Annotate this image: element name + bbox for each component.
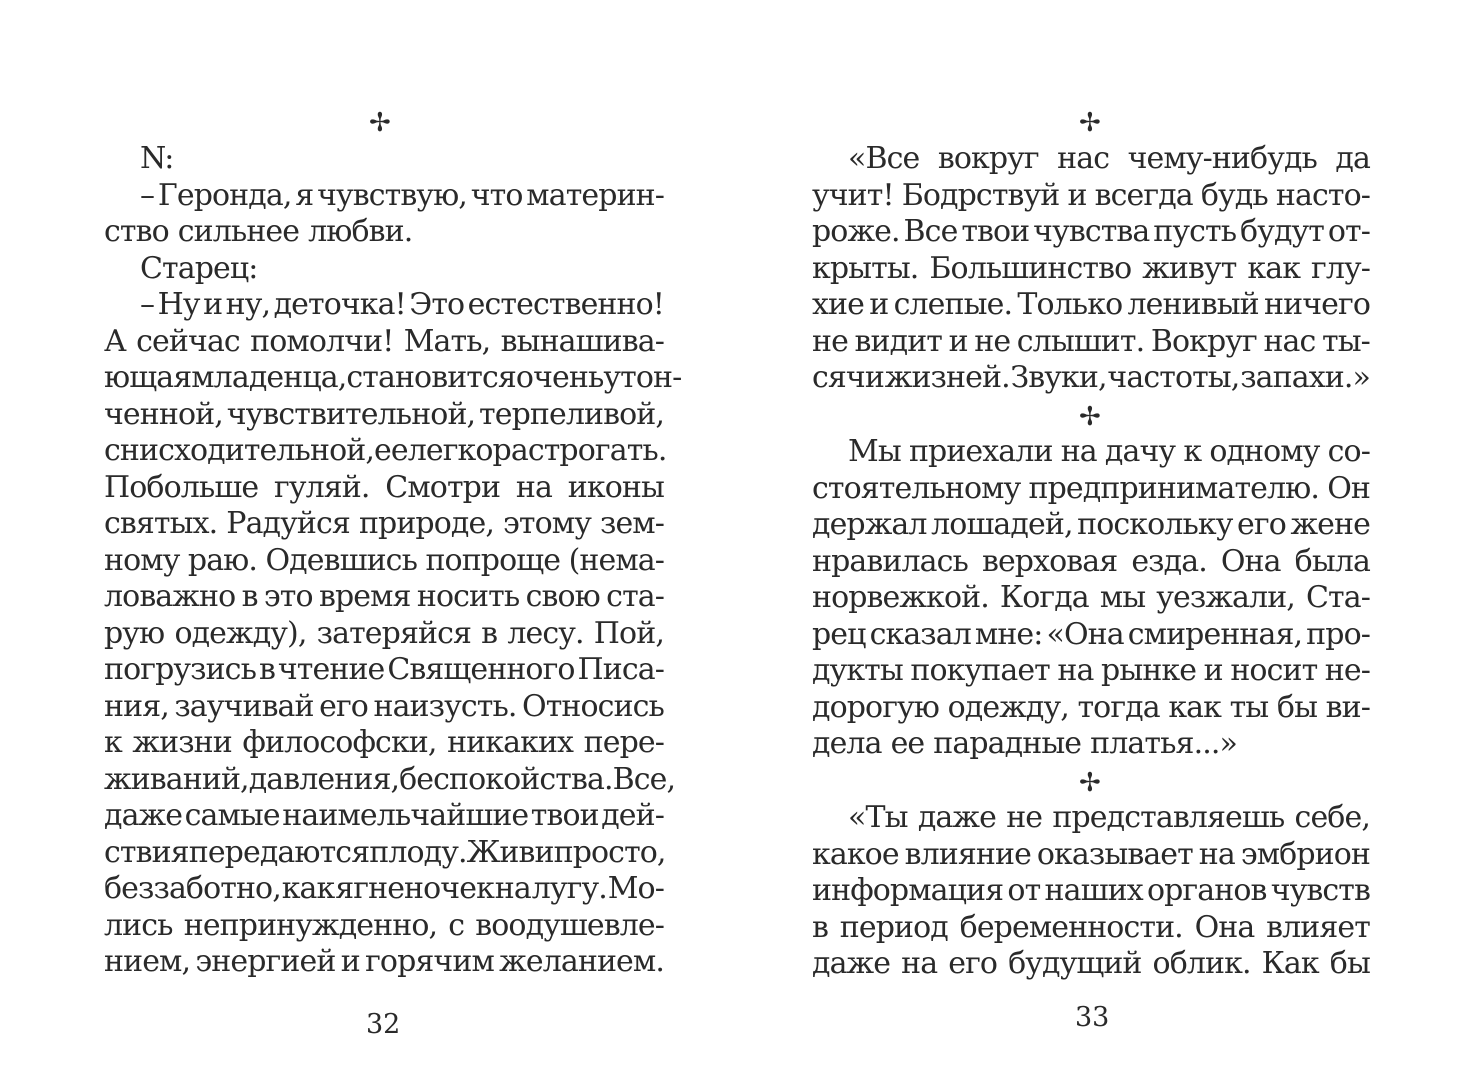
text-line: держал лошадей, поскольку его жене [812, 507, 1370, 542]
text-line: Побольше гуляй. Смотри на иконы [104, 469, 664, 505]
text-line: лись непринужденно, с воодушевле- [104, 907, 664, 943]
text-line: – Геронда, я чувствую, что материн- [140, 177, 664, 213]
right-page [812, 0, 1370, 1080]
text-line: хие и слепые. Только ленивый ничего [812, 287, 1370, 322]
text-line: ному раю. Одевшись попроще (нема- [104, 542, 664, 578]
text-line: информация от наших органов чувств [812, 873, 1370, 908]
text-line: рец сказал мне: «Она смиренная, про- [812, 616, 1370, 652]
text-line: ния, заучивай его наизусть. Относись [104, 688, 664, 724]
text-line: нравилась верховая езда. Она была [812, 543, 1370, 579]
text-line: Старец: [140, 250, 258, 286]
text-line: снисходительной, ее легко растрогать. [104, 433, 667, 468]
text-line: рую одежду), затеряйся в лесу. Пой, [104, 615, 664, 651]
left-page [104, 0, 682, 1080]
ornament-cross-icon: ✢ [369, 108, 391, 138]
text-line: ющая младенца, становится очень утон- [104, 360, 682, 395]
ornament-cross-icon: ✢ [1079, 402, 1101, 432]
text-line: святых. Радуйся природе, этому зем- [104, 506, 664, 541]
right-paragraph-3 [812, 800, 1370, 983]
text-line: в период беременности. Она влияет [812, 909, 1370, 945]
text-line: дукты покупает на рынке и носит не- [812, 653, 1370, 688]
text-line: даже самые наимельчайшие твои дей- [104, 798, 664, 833]
text-line: какое влияние оказывает на эмбрион [812, 836, 1370, 872]
text-line: сячи жизней. Звуки, частоты, запахи.» [812, 360, 1370, 395]
text-line: не видит и не слышит. Вокруг нас ты- [812, 323, 1370, 359]
text-line: крыты. Большинство живут как глу- [812, 250, 1370, 286]
text-line: ствия передаются плоду. Живи просто, [104, 834, 666, 870]
text-line: роже. Все твои чувства пусть будут от- [812, 214, 1370, 249]
text-line: ство сильнее любви. [104, 214, 413, 249]
text-line: ченной, чувствительной, терпеливой, [104, 396, 664, 432]
text-line: живаний, давления, беспокойства. Все, [104, 761, 676, 797]
text-line: даже на его будущий облик. Как бы [812, 946, 1370, 981]
page-number: 33 [1075, 1002, 1110, 1033]
right-paragraph-2 [812, 434, 1370, 763]
text-line: N: [140, 141, 174, 176]
text-line: – Ну и ну, деточка! Это естественно! [140, 287, 664, 322]
text-line: учит! Бодрствуй и всегда будь насто- [812, 177, 1370, 213]
text-line: погрузись в чтение Священного Писа- [104, 652, 664, 687]
text-line: А сейчас помолчи! Мать, вынашива- [104, 323, 664, 359]
page-number: 32 [366, 1009, 401, 1040]
text-line: Мы приехали на дачу к одному со- [848, 434, 1370, 469]
left-page-text [104, 141, 682, 981]
text-line: норвежкой. Когда мы уезжали, Ста- [812, 580, 1370, 615]
text-line: стоятельному предпринимателю. Он [812, 470, 1370, 506]
ornament-cross-icon: ✢ [1079, 768, 1101, 798]
text-line: «Ты даже не представляешь себе, [848, 800, 1370, 835]
text-line: «Все вокруг нас чему-нибудь да [848, 141, 1370, 176]
text-line: нием, энергией и горячим желанием. [104, 944, 664, 979]
text-line: к жизни философски, никаких пере- [104, 725, 664, 760]
ornament-cross-icon: ✢ [1079, 108, 1101, 138]
text-line: ловажно в это время носить свою ста- [104, 579, 664, 614]
text-line: беззаботно, как ягненочек на лугу. Мо- [104, 871, 664, 906]
text-line: дорогую одежду, тогда как ты бы ви- [812, 689, 1370, 725]
right-paragraph-1 [812, 141, 1370, 397]
text-line: дела ее парадные платья...» [812, 726, 1237, 761]
